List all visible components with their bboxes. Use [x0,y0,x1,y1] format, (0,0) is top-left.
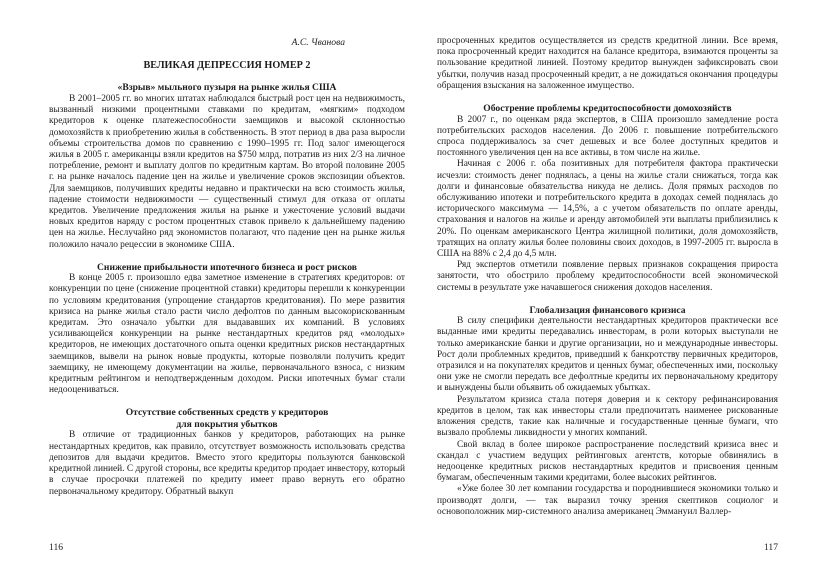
paragraph-globalization-3: Свой вклад в более широкое распространение последствий кризиса внес и скандал с участием ведущих рейтинговых агентств, которые обвинялись в недооценке кредитных рисков нестандартных кредитов и присвоения ценным бумагам, обеспеченным такими кредитами, более высоких рейтингов. [437,439,778,484]
paragraph-globalization-1: В силу специфики деятельности нестандартных кредиторов практически все выданные ими кредиты передавались инвесторам, в роли которых выступали не только американские банки и другие организации, но и международные инвесторы. Рост доли проблемных кредитов, приведший к банкротству первичных кредиторов, отразился и на покупателях кредитов и ценных бумаг, обеспеченных ими, поскольку они уже не смогли передать все дефолтные кредиты их первоначальному кредитору и вынуждены были объявить об ожидаемых убытках. [437,316,778,394]
section-heading-bubble-burst: «Взрыв» мыльного пузыря на рынке жилья США [117,82,337,94]
article-title: ВЕЛИКАЯ ДЕПРЕССИЯ НОМЕР 2 [143,60,311,72]
section-heading-no-own-funds-line2: для покрытия убытков [176,418,278,430]
paragraph-creditworthiness-3: Ряд экспертов отметили появление первых признаков сокращения прироста занятости, что обострило проблему кредитоспособности всей экономической системы в результате уже начавшегося снижения доходов населения. [437,260,778,293]
page-left [49,0,405,579]
paragraph-continuation: просроченных кредитов осуществляется из средств кредитной линии. Все время, пока просроченный кредит находится на балансе кредитора, взимаются проценты за пользование кредитной линией. Поэтому кредитор вынужден зафиксировать свои убытки, получив назад просроченный кредит, а не дожидаться окончания процедуры обращения взыскания на заложенное имущество. [437,36,778,91]
section-heading-globalization: Глобализация финансового кризиса [529,304,686,316]
paragraph-no-own-funds: В отличие от традиционных банков у кредиторов, работающих на рынке нестандартных кредитов, как правило, отсутствует возможность использовать средства депозитов для выдачи кредитов. Вместо этого кредиторы пользуются банковской кредитной линией. С другой стороны, все кредиты кредитор продает инвестору, который в случае просрочки платежей по кредиту имеет право вернуть его обратно первоначальному кредитору. Обратный выкуп [49,430,405,497]
paragraph-profitability-decline: В конце 2005 г. произошло едва заметное изменение в стратегиях кредиторов: от конкуренции по цене (снижение процентной ставки) кредиторы перешли к конкуренции по условиям кредитования (упрощение стандартов кредитования). По мере развития кризиса на рынке жилья стало расти число дефолтов по данным высокорискованным кредитам. Это означало убытки для выдававших их компаний. В условиях усиливающейся конкуренции на рынке нестандартных кредитов ряд «молодых» кредиторов, не имеющих достаточного опыта оценки кредитных рисков нестандартных заемщиков, вывели на рынок новые продукты, которые позволяли получить кредит заемщику, не имеющему документации на жилье, первоначального взноса, с низким кредитным рейтингом и неподтвержденным доходом. Риски ипотечных бумаг стали недооцениваться. [49,273,405,396]
page-number-right: 117 [763,542,778,553]
author-byline: А.С. Чванова [291,37,345,48]
section-heading-no-own-funds [49,407,405,430]
paragraph-creditworthiness-1: В 2007 г., по оценкам ряда экспертов, в США произошло замедление роста потребительских расходов населения. До 2006 г. повышение потребительского спроса поддерживалось за счет дешевых и все более доступных кредитов и постоянного увеличения цен на все активы, в том числе на жилье. [437,114,778,159]
paragraph-globalization-2: Результатом кризиса стала потеря доверия и к сектору рефинансирования кредитов в целом, так как инвесторы стали предпочитать наименее рискованные вложения средств, такие как наличные и государственные ценные бумаги, что вызвало проблемы ликвидности у многих компаний. [437,394,778,439]
page-right [437,0,778,579]
section-heading-profitability-decline: Снижение прибыльности ипотечного бизнеса и рост рисков [97,261,357,273]
paragraph-creditworthiness-2: Начиная с 2006 г. оба позитивных для потребителя фактора практически исчезли: стоимость денег поднялась, а цены на жилье стали снижаться, тогда как долги и финансовые обязательства никуда не делись. Доля прямых расходов по обслуживанию ипотеки и потребительского кредита в доходах семей поднялась до исторического максимума — 14,5%, а с учетом обязательств по оплате аренды, страхования и налогов на жилье и аренду автомобилей эти выплаты приблизились к 20%. По оценкам американского Центра жилищной политики, доля домохозяйств, тратящих на оплату жилья более половины своих доходов, в 1997-2005 гг. выросла в США на 88% с 2,4 до 4,5 млн. [437,159,778,259]
page-number-left: 116 [49,542,64,553]
paragraph-globalization-4: «Уже более 30 лет компании государства и породнившиеся экономики только и производят долги, — так выразил точку зрения скептиков социолог и основоположник мир-системного анализа американец Эммануил Валлер- [437,484,778,517]
paragraph-bubble-burst: В 2001–2005 гг. во многих штатах наблюдался быстрый рост цен на недвижимость, вызванный низкими процентными ставками по кредитам, «мягким» подходом кредиторов к оценке платежеспособности заемщиков и высокой склонностью домохозяйств к приобретению жилья в собственность. В этот период в два раза выросли объемы строительства домов по сравнению с 1990–1995 гг. Под залог имеющегося жилья в 2005 г. американцы взяли кредитов на $750 млрд, потратив из них 2/3 на личное потребление, ремонт и выплату долгов по кредитным картам. Во второй половине 2005 г. на рынке началось падение цен на жилье и увеличение сроков экспозиции объектов. Для заемщиков, получивших кредиты недавно и практически на всю стоимость жилья, падение стоимости недвижимости — существенный стимул для отказа от оплаты кредитов. Увеличение предложения жилья на рынке и ужесточение условий выдачи новых кредитов наряду с ростом процентных ставок привело к дальнейшему падению цен на жилье. Неслучайно ряд экономистов полагают, что падение цен на рынке жилья положило начало рецессии в экономике США. [49,93,405,250]
section-heading-no-own-funds-line1: Отсутствие собственных средств у кредиторов [125,407,329,419]
section-heading-creditworthiness: Обострение проблемы кредитоспособности домохозяйств [483,103,732,115]
